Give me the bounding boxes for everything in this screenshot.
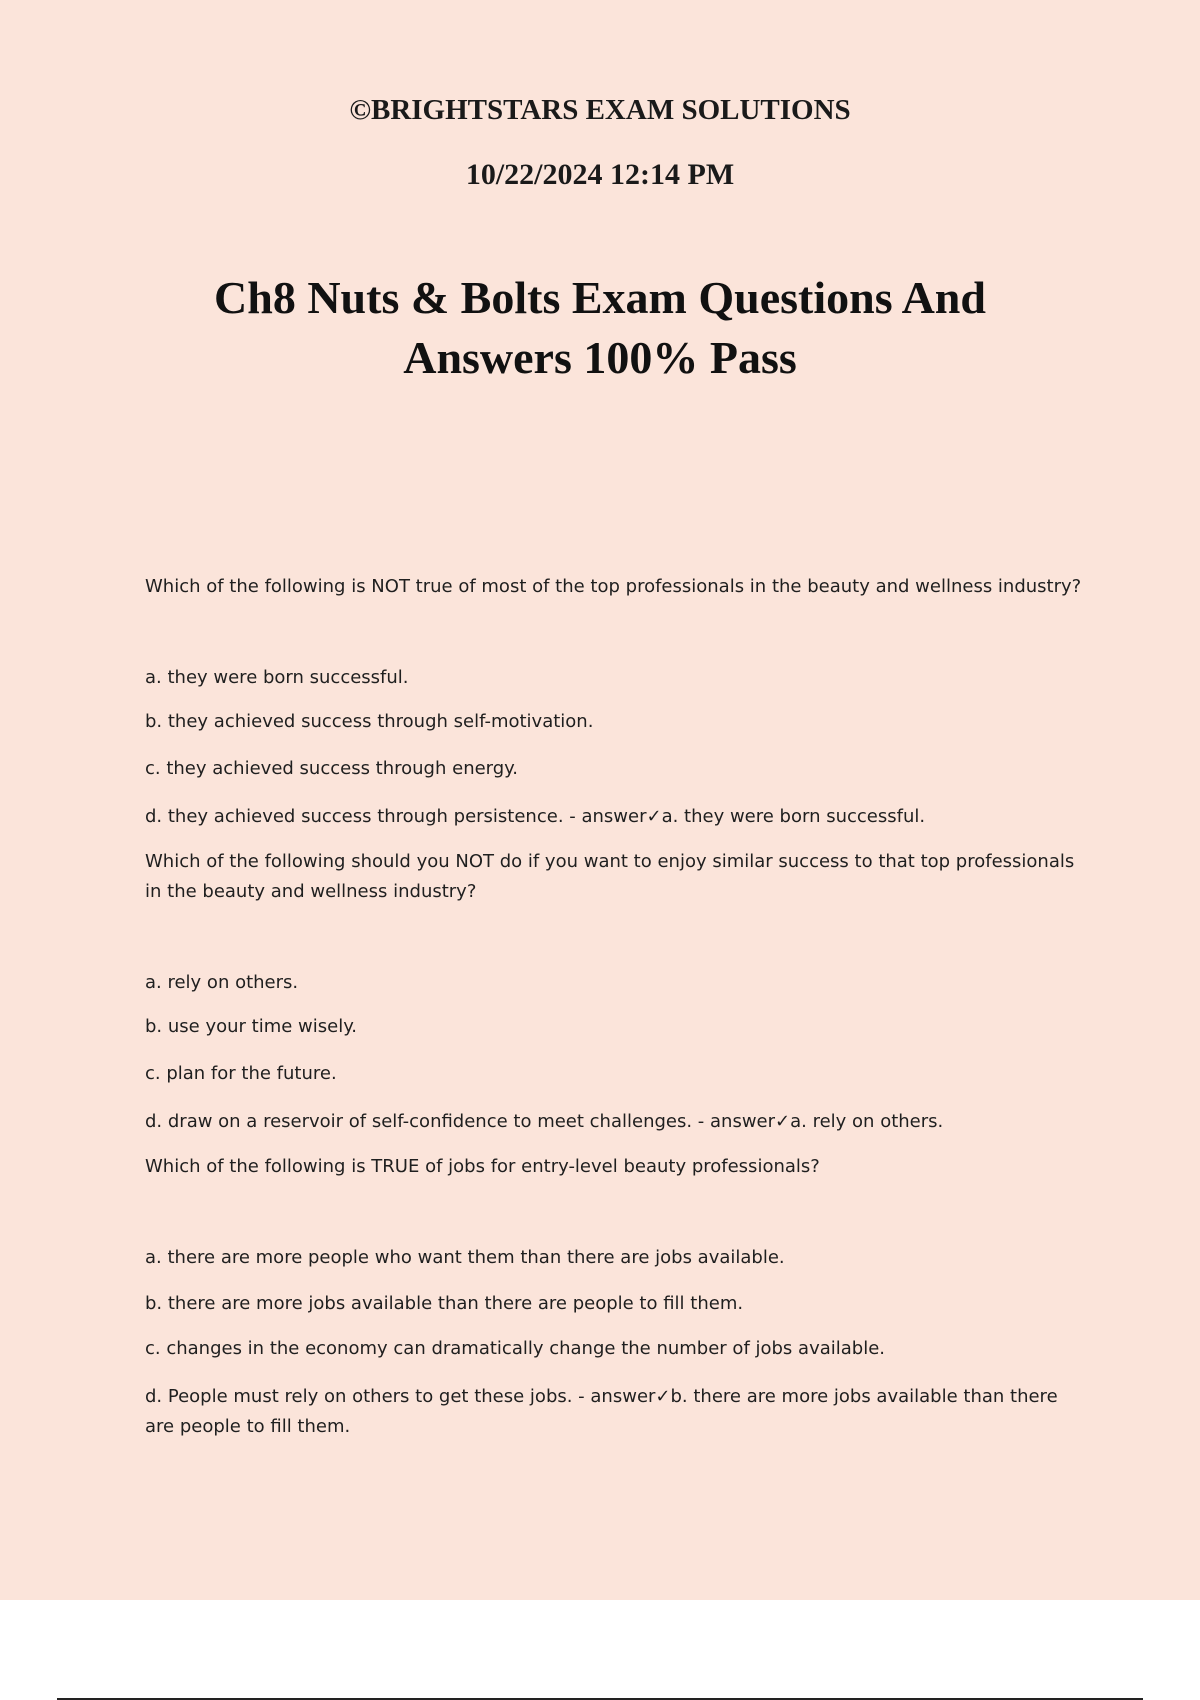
answer-option: d. draw on a reservoir of self-confidence to meet challenges. - answer✓a. rely on others. <box>145 1111 944 1132</box>
answer-option: d. People must rely on others to get these jobs. - answer✓b. there are more jobs available than there are people to fill them. <box>145 1386 1058 1437</box>
timestamp: 10/22/2024 12:14 PM <box>465 158 735 191</box>
brand-header: ©BRIGHTSTARS EXAM SOLUTIONS <box>349 94 851 126</box>
question-text: Which of the following is TRUE of jobs for entry-level beauty professionals? <box>145 1156 820 1177</box>
question-text: Which of the following is NOT true of most of the top professionals in the beauty and wellness industry? <box>145 576 1082 597</box>
answer-option: c. they achieved success through energy. <box>145 758 518 779</box>
answer-option: a. they were born successful. <box>145 667 409 688</box>
answer-option: d. they achieved success through persistence. - answer✓a. they were born successful. <box>145 806 926 827</box>
answer-option: c. plan for the future. <box>145 1063 337 1084</box>
answer-option: b. there are more jobs available than there are people to fill them. <box>145 1293 744 1314</box>
document-title: Ch8 Nuts & Bolts Exam Questions And Answers 100% Pass <box>214 272 986 383</box>
answer-option: b. they achieved success through self-motivation. <box>145 711 594 732</box>
answer-option: a. rely on others. <box>145 972 299 993</box>
answer-option: b. use your time wisely. <box>145 1016 358 1037</box>
answer-option: c. changes in the economy can dramatically change the number of jobs available. <box>145 1338 886 1359</box>
question-text: Which of the following should you NOT do if you want to enjoy similar success to that top professionals in the beauty and wellness industry? <box>145 851 1075 902</box>
answer-option: a. there are more people who want them than there are jobs available. <box>145 1247 785 1268</box>
